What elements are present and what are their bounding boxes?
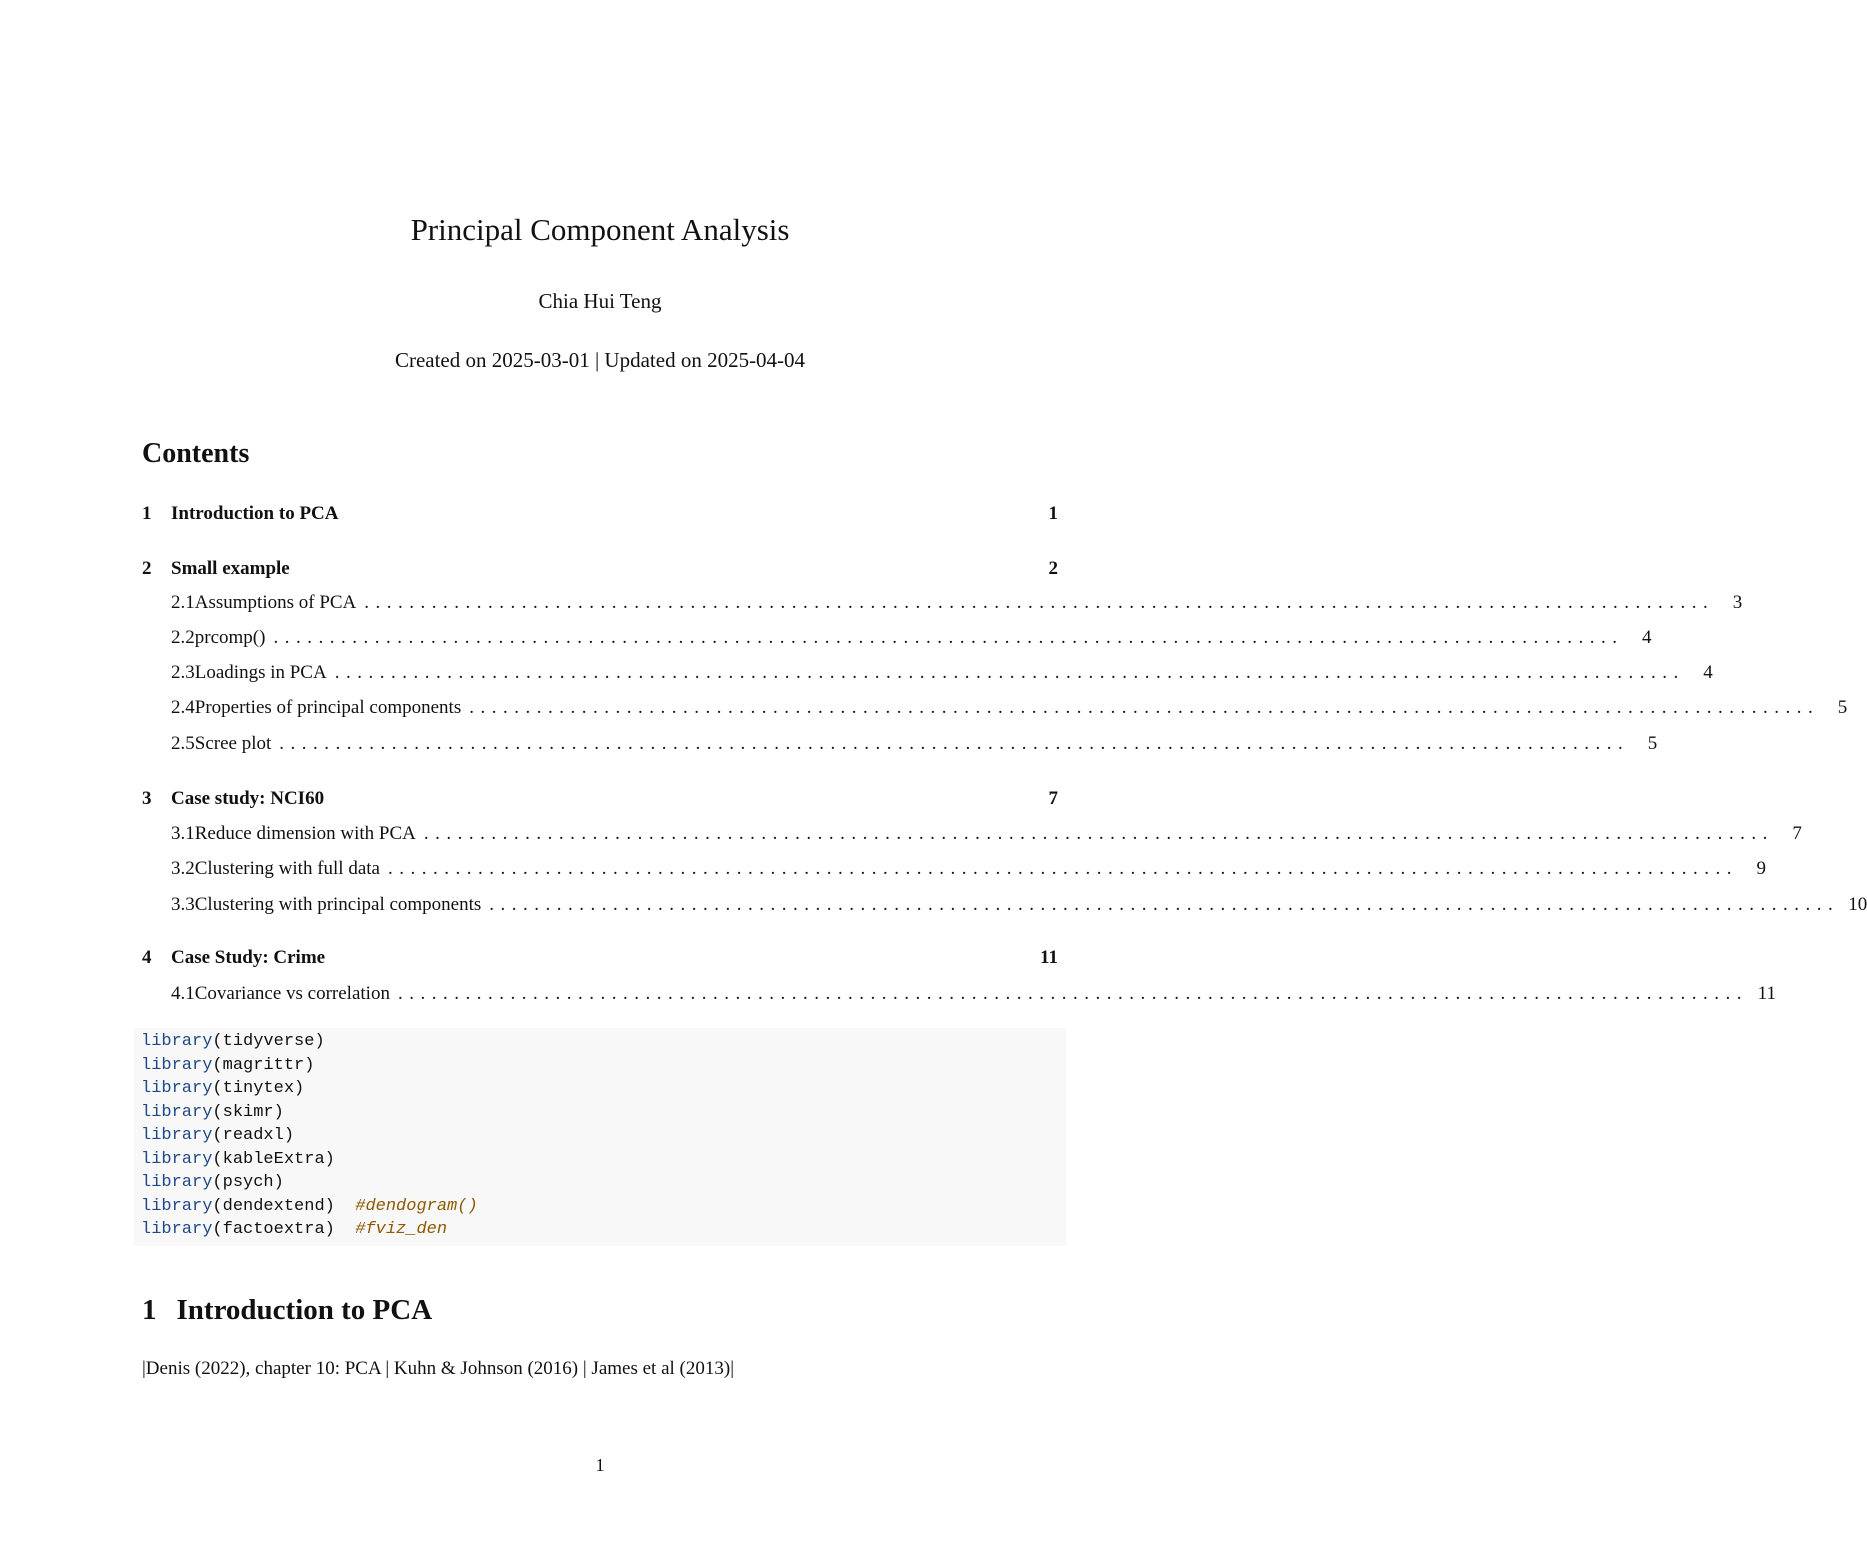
toc-label: Small example <box>171 558 290 579</box>
section-heading <box>142 1294 432 1327</box>
date-line: Created on 2025-03-01 | Updated on 2025-04-04 <box>394 348 806 372</box>
citation-line: |Denis (2022), chapter 10: PCA | Kuhn & Johnson (2016) | James et al (2013)| <box>142 1358 734 1379</box>
code-function: library <box>141 1102 213 1122</box>
code-comment: #fviz_den <box>334 1220 448 1239</box>
toc-label: Case Study: Crime <box>171 947 326 968</box>
toc-label: Loadings in PCA <box>194 662 327 683</box>
dot-leader: ........................................................................................................................ <box>489 894 1840 915</box>
toc-number: 2.4 <box>171 697 195 718</box>
toc-number: 4 <box>142 947 152 968</box>
toc-number: 2 <box>142 558 152 579</box>
toc-page: 9 <box>1756 858 1766 879</box>
toc-label: Clustering with principal components <box>194 894 482 915</box>
toc-page: 7 <box>1048 788 1058 809</box>
code-line <box>141 1220 447 1239</box>
code-function: library <box>141 1126 213 1145</box>
code-line <box>141 1032 325 1051</box>
toc-label: prcomp() <box>194 627 266 648</box>
code-argument: (skimr) <box>212 1102 284 1122</box>
code-function: library <box>141 1173 213 1192</box>
code-line <box>141 1056 314 1075</box>
toc-entry[interactable] <box>142 558 1058 582</box>
contents-heading: Contents <box>142 438 250 469</box>
code-line <box>141 1173 284 1192</box>
code-argument: (factoextra) <box>212 1220 335 1239</box>
section-number: 1 <box>142 1294 157 1326</box>
code-argument: (magrittr) <box>212 1055 315 1075</box>
code-argument: (dendextend) <box>212 1196 335 1216</box>
toc-page: 4 <box>1703 662 1713 683</box>
toc-page: 3 <box>1732 592 1743 613</box>
toc-number: 2.3 <box>171 662 195 683</box>
code-line <box>141 1197 478 1216</box>
toc-entry[interactable] <box>142 733 1658 757</box>
toc-entry[interactable] <box>142 823 1802 847</box>
toc-label: Case study: NCI60 <box>171 788 325 809</box>
code-argument: (tinytex) <box>212 1079 305 1098</box>
toc-number: 3.3 <box>171 894 195 915</box>
page-number: 1 <box>595 1455 605 1475</box>
code-line <box>141 1079 304 1098</box>
toc-number: 3.1 <box>171 823 195 844</box>
toc-page: 11 <box>1757 983 1776 1004</box>
toc-number: 2.1 <box>171 592 195 613</box>
toc-label: Properties of principal components <box>194 697 462 718</box>
toc-label: Covariance vs correlation <box>194 983 390 1004</box>
code-function: library <box>141 1032 213 1051</box>
author: Chia Hui Teng <box>538 289 662 313</box>
toc-page: 5 <box>1647 733 1658 754</box>
dot-leader: ........................................................................................................................ <box>387 858 1738 879</box>
dot-leader: ........................................................................................................................ <box>423 823 1774 844</box>
toc-number: 4.1 <box>171 983 195 1004</box>
toc-label: Assumptions of PCA <box>194 592 357 613</box>
toc-number: 2.5 <box>171 733 195 754</box>
toc-page: 10 <box>1848 894 1867 915</box>
dot-leader: ........................................................................................................................ <box>273 627 1624 648</box>
code-comment: #dendogram() <box>334 1196 478 1216</box>
toc-number: 1 <box>142 503 152 524</box>
code-line <box>141 1150 335 1169</box>
code-function: library <box>141 1149 213 1169</box>
code-argument: (kableExtra) <box>212 1149 335 1169</box>
dot-leader: ........................................................................................................................ <box>469 697 1820 718</box>
code-function: library <box>141 1196 213 1216</box>
toc-entry[interactable] <box>142 894 1867 918</box>
toc-entry[interactable] <box>142 627 1652 651</box>
toc-entry[interactable] <box>142 503 1058 527</box>
code-block <box>134 1028 1066 1246</box>
toc-page: 1 <box>1048 503 1058 524</box>
toc-page: 4 <box>1641 627 1652 648</box>
code-line <box>141 1126 294 1145</box>
toc-label: Reduce dimension with PCA <box>194 823 416 844</box>
toc-entry[interactable] <box>142 983 1776 1007</box>
code-line <box>141 1103 284 1122</box>
toc-entry[interactable] <box>142 592 1743 616</box>
toc-entry[interactable] <box>142 788 1058 812</box>
toc-page: 2 <box>1048 558 1058 579</box>
toc-entry[interactable] <box>142 947 1058 971</box>
toc-number: 3 <box>142 788 152 809</box>
document-title: Principal Component Analysis <box>410 212 790 247</box>
toc-page: 5 <box>1837 697 1848 718</box>
dot-leader: ........................................................................................................................ <box>364 592 1715 613</box>
toc-entry[interactable] <box>142 662 1713 686</box>
toc-number: 2.2 <box>171 627 195 648</box>
code-function: library <box>141 1055 213 1075</box>
toc-page: 7 <box>1792 823 1802 844</box>
toc-page: 11 <box>1040 947 1058 968</box>
code-argument: (tidyverse) <box>212 1032 325 1051</box>
toc-label: Introduction to PCA <box>171 503 339 524</box>
toc-number: 3.2 <box>171 858 195 879</box>
toc-entry[interactable] <box>142 697 1848 721</box>
toc-entry[interactable] <box>142 858 1766 882</box>
code-function: library <box>141 1220 213 1239</box>
section-title: Introduction to PCA <box>176 1294 433 1326</box>
dot-leader: ........................................................................................................................ <box>279 733 1630 754</box>
dot-leader: ........................................................................................................................ <box>397 983 1748 1004</box>
dot-leader: ........................................................................................................................ <box>334 662 1685 683</box>
code-argument: (psych) <box>212 1173 284 1192</box>
code-function: library <box>141 1079 213 1098</box>
toc-label: Scree plot <box>194 733 272 754</box>
toc-label: Clustering with full data <box>194 858 380 879</box>
code-argument: (readxl) <box>212 1126 295 1145</box>
